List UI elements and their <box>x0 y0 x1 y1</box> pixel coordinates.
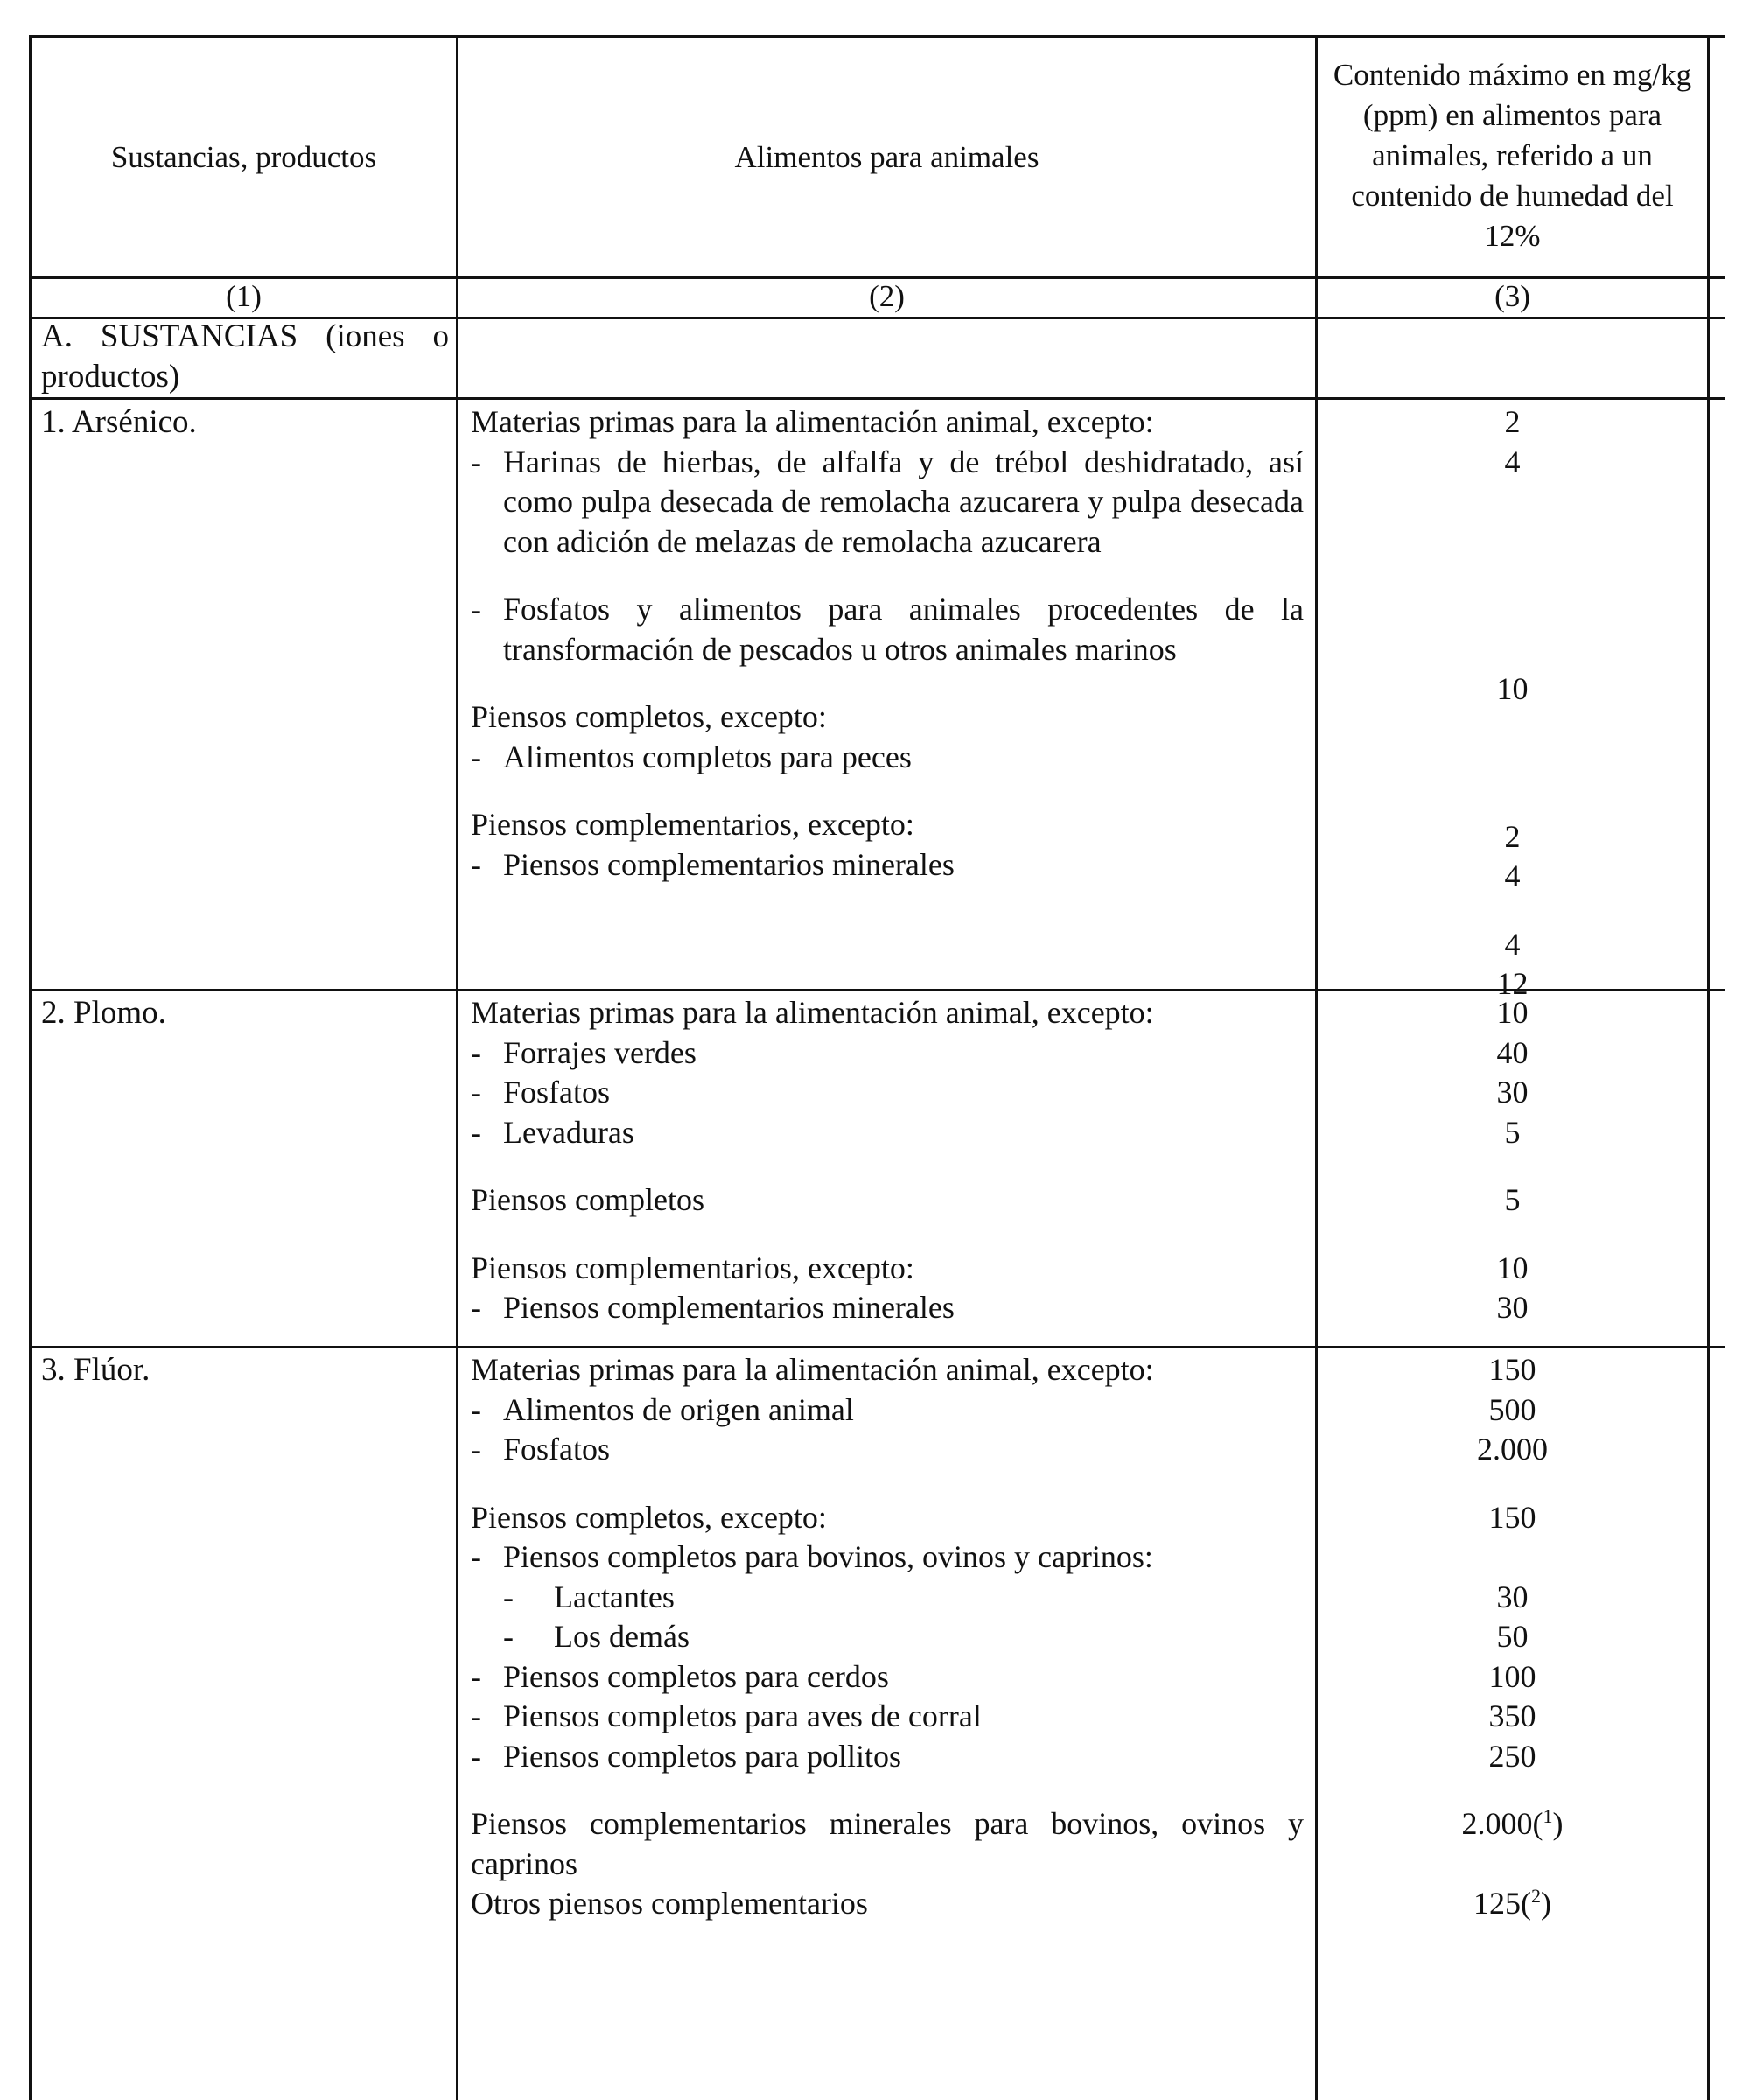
table-border-left <box>29 35 32 2100</box>
header-feedstuffs: Alimentos para animales <box>734 139 1040 174</box>
list-item: - Piensos completos para pollitos <box>471 1738 901 1774</box>
contaminants-table <box>29 35 1725 2100</box>
feed-list-arsenico <box>471 402 1304 885</box>
list-item: - Fosfatos <box>471 1432 611 1466</box>
substance-arsenico: 1. Arsénico. <box>41 404 197 440</box>
value: 10 <box>1496 671 1529 706</box>
list-item: - Piensos complementarios minerales <box>471 1290 955 1325</box>
value: 12 <box>1496 966 1529 1001</box>
section-label: A. SUSTANCIAS (iones o productos) <box>41 318 449 395</box>
column-number-2: (2) <box>869 279 905 313</box>
list-item: Piensos complementarios minerales para bovinos, ovinos y caprinos <box>471 1806 1304 1881</box>
list-item: Piensos completos, excepto: <box>471 699 827 734</box>
value: 250 <box>1488 1738 1536 1774</box>
dash-marker: - <box>471 444 481 480</box>
value: 4 <box>1504 926 1521 962</box>
list-item: - Fosfatos <box>471 1074 611 1110</box>
list-item: Piensos completos <box>471 1182 704 1217</box>
list-item: - Forrajes verdes <box>471 1034 696 1070</box>
value: 30 <box>1496 1290 1529 1325</box>
value-list-arsenico <box>1318 402 1707 1004</box>
list-item: - Lactantes <box>503 1578 675 1614</box>
column-number-1: (1) <box>226 279 262 313</box>
value-list-fluor <box>1318 1350 1707 1924</box>
column-divider-1 <box>456 35 458 2100</box>
column-number-3: (3) <box>1494 279 1530 313</box>
list-item <box>471 443 1304 563</box>
list-item: - Piensos complementarios minerales <box>471 846 955 882</box>
value: 10 <box>1496 1250 1529 1285</box>
list-item: Materias primas para la alimentación animal, excepto: <box>471 995 1154 1030</box>
feed-list-plomo <box>471 993 1304 1328</box>
value: 4 <box>1504 858 1521 893</box>
list-item: - Alimentos completos para peces <box>471 738 912 774</box>
value: 2 <box>1504 404 1521 439</box>
footnote-ref: 2 <box>1531 1885 1541 1907</box>
value: 30 <box>1496 1578 1529 1614</box>
value: 4 <box>1504 444 1521 480</box>
list-item: - Alimentos de origen animal <box>471 1391 854 1427</box>
list-item: Piensos complementarios, excepto: <box>471 807 914 842</box>
table-border-right <box>1707 35 1710 2100</box>
list-item: - Levaduras <box>471 1114 634 1150</box>
list-item: - Los demás <box>503 1619 690 1654</box>
value: 150 <box>1488 1352 1536 1387</box>
value: 2.000 <box>1477 1432 1548 1466</box>
header-substances: Sustancias, productos <box>110 139 377 174</box>
value: 500 <box>1488 1391 1536 1427</box>
value-with-footnote: 2.000($^1$) <box>1461 1805 1564 1841</box>
row-divider-plomo <box>29 1346 1725 1348</box>
value: 40 <box>1496 1034 1529 1070</box>
value: 2 <box>1504 818 1521 854</box>
substance-plomo: 2. Plomo. <box>41 995 166 1031</box>
list-item: Piensos complementarios, excepto: <box>471 1250 914 1285</box>
value-with-footnote: 125($^2$) <box>1474 1885 1551 1921</box>
value: 50 <box>1496 1619 1529 1654</box>
value-list-plomo <box>1318 993 1707 1328</box>
list-item-text: Harinas de hierbas, de alfalfa y de trébol deshidratado, así como pulpa desecada de remolacha azucarera y pulpa desecada con adición de melazas de remolacha azucarera <box>503 444 1304 559</box>
value: 30 <box>1496 1074 1529 1110</box>
list-item <box>471 590 1304 669</box>
value: 5 <box>1504 1182 1521 1217</box>
list-item: - Piensos completos para aves de corral <box>471 1698 982 1733</box>
list-item: - Piensos completos para bovinos, ovinos y caprinos: <box>471 1539 1153 1574</box>
list-item: Materias primas para la alimentación animal, excepto: <box>471 404 1154 439</box>
list-item: Otros piensos complementarios <box>471 1886 868 1921</box>
header-max-content: Contenido máximo en mg/kg (ppm) en alimentos para animales, referido a un contenido de humedad del 12% <box>1333 58 1692 253</box>
dash-marker: - <box>471 592 481 626</box>
list-item: Materias primas para la alimentación animal, excepto: <box>471 1352 1154 1387</box>
feed-list-fluor <box>471 1350 1304 1924</box>
list-item-text: Fosfatos y alimentos para animales procedentes de la transformación de pescados u otros animales marinos <box>503 592 1304 667</box>
value: 350 <box>1488 1698 1536 1733</box>
value: 100 <box>1488 1658 1536 1694</box>
substance-fluor: 3. Flúor. <box>41 1352 150 1388</box>
section-divider <box>29 397 1725 400</box>
value: 5 <box>1504 1114 1521 1150</box>
footnote-ref: 1 <box>1543 1805 1553 1827</box>
value: 150 <box>1488 1499 1536 1535</box>
value <box>1318 1537 1707 1578</box>
value: 10 <box>1496 995 1529 1030</box>
list-item: Piensos completos, excepto: <box>471 1499 827 1535</box>
list-item: - Piensos completos para cerdos <box>471 1658 889 1694</box>
